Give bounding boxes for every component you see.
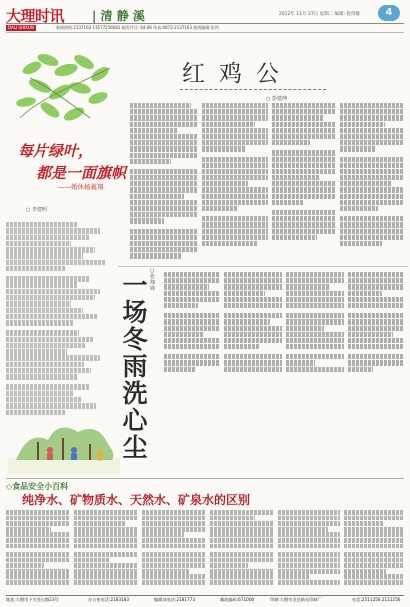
poem-author: ○ 李建明 [26,207,47,213]
title-rule [180,89,326,90]
footer-printer-phone: 电话:2511256 2111256 [352,597,401,602]
issue-info: 2012年 11月 27日 星期二 编辑: 程剑雄 [278,12,360,17]
footer-postcode: 邮政编码:671000 [220,597,255,602]
poem-title-line2: 都是一面旗帜 [36,164,127,182]
main-article-title: 红鸡公 [182,61,293,87]
poem-subtitle: ——婚休杨翼翔 [58,183,104,191]
english-name: DALI SHIXUN [8,25,34,30]
food-safety-column-4 [210,510,274,592]
food-safety-header [6,478,404,492]
footer [6,595,404,606]
second-article-column-2 [224,272,282,390]
main-article-author: ○ 彭建坤 [266,96,287,102]
footer-printer: 印刷:大理市圣达新光印刷厂 [270,597,322,602]
second-article-author: ○ 张翔锋 [150,268,156,292]
food-safety-article-title: 纯净水、矿物质水、天然水、矿泉水的区别 [22,493,251,507]
masthead [6,5,404,35]
poem-column [6,140,126,400]
newspaper-logo: 大理时讯 [6,7,65,25]
food-safety-column-2 [74,510,138,592]
page-number-badge: 4 [378,5,400,21]
footer-office-phone: 办公室电话:2183183 [88,597,129,602]
masthead-info-bar [6,23,404,33]
second-article-column-4 [348,272,404,390]
food-safety-column-3 [142,510,206,592]
footer-address: 地址:大理市下关苍山路23号 [6,597,59,602]
green-leaf-illustration [10,48,120,126]
second-article-column-1 [164,272,220,390]
footer-editorial-phone: 编辑部电话:2181773 [154,597,195,602]
food-safety-column-1 [6,510,70,592]
contact-meta: 新闻热线:2137163 13577256081 邮发代号: 64-66 传真:0872-2137163 值班编辑:张剑 [56,25,219,30]
section-name: | 清 静 溪 [92,9,145,23]
poem-title-line1: 每片绿叶， [18,142,94,160]
section-divider [118,266,408,267]
food-safety-column-5 [278,510,340,592]
food-safety-tag: ◇食品安全小百科 [6,482,69,491]
second-article-column-3 [286,272,344,390]
people-under-tree-illustration [8,410,120,474]
food-safety-column-6 [344,510,404,592]
poem-text [6,222,124,416]
second-article-title: 一场冬雨洗心尘 [122,271,148,462]
